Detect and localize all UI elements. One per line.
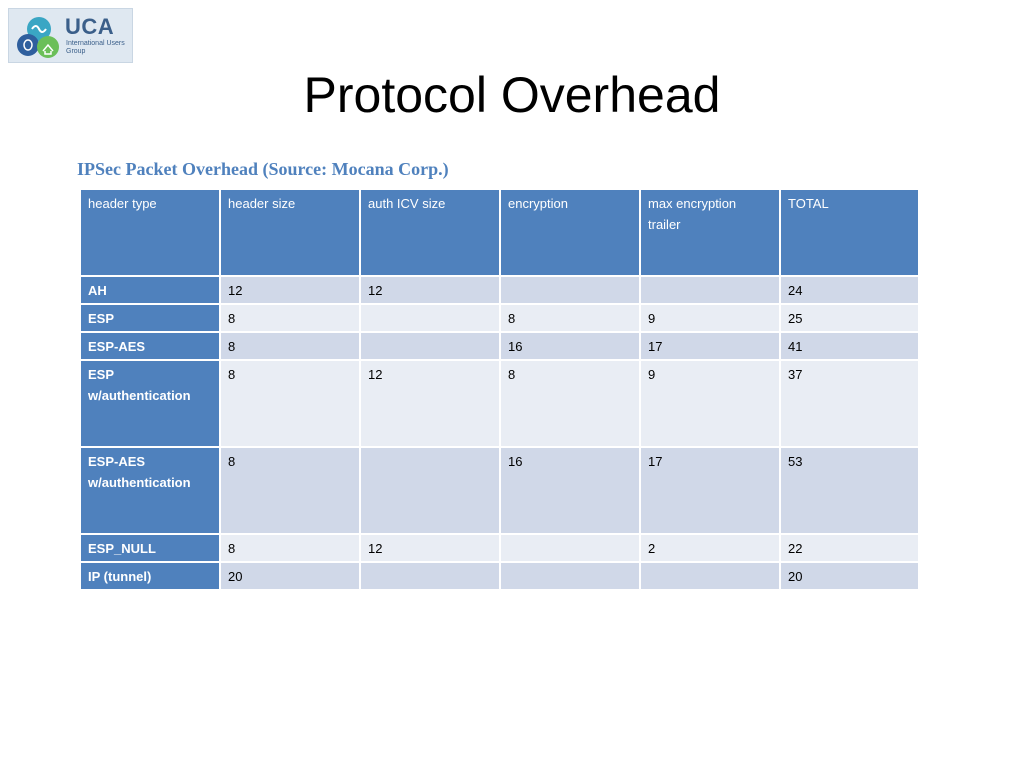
logo-subtitle: International Users Group [66,40,125,55]
column-header: max encryption trailer [640,189,780,276]
table-cell: 17 [640,447,780,534]
table-cell: 12 [220,276,360,304]
column-header: header type [80,189,220,276]
table-cell: 2 [640,534,780,562]
table-cell [640,276,780,304]
table-caption: IPSec Packet Overhead (Source: Mocana Corp.) [77,159,449,179]
row-header: ESP [80,304,220,332]
row-header: AH [80,276,220,304]
table-cell: 9 [640,304,780,332]
column-header: encryption [500,189,640,276]
table-cell: 16 [500,332,640,360]
table-cell: 12 [360,534,500,562]
logo-name: UCA [65,14,115,39]
table-cell: 41 [780,332,919,360]
table-cell: 8 [220,447,360,534]
table-cell: 8 [500,360,640,447]
table-cell: 20 [220,562,360,590]
table-row [80,332,919,360]
row-header: IP (tunnel) [80,562,220,590]
row-header: ESP-AES [80,332,220,360]
table-row [80,534,919,562]
table-cell: 8 [220,332,360,360]
table-cell: 8 [500,304,640,332]
table-header-row [80,189,919,276]
table-cell: 8 [220,360,360,447]
overhead-table [79,188,920,591]
table-cell [640,562,780,590]
table-cell: 12 [360,360,500,447]
table-cell [500,276,640,304]
table-cell: 9 [640,360,780,447]
table-cell: 16 [500,447,640,534]
table-cell: 53 [780,447,919,534]
table-row [80,447,919,534]
uca-logo [8,8,133,63]
table-cell [360,447,500,534]
table-cell: 24 [780,276,919,304]
table-cell: 12 [360,276,500,304]
column-header: header size [220,189,360,276]
table-row [80,562,919,590]
table-row [80,360,919,447]
table-cell: 22 [780,534,919,562]
table-cell: 17 [640,332,780,360]
row-header: ESP_NULL [80,534,220,562]
column-header: TOTAL [780,189,919,276]
table-cell: 8 [220,534,360,562]
table-cell: 8 [220,304,360,332]
table-cell: 25 [780,304,919,332]
table-row [80,304,919,332]
column-header: auth ICV size [360,189,500,276]
table-cell: 20 [780,562,919,590]
table-cell [360,562,500,590]
row-header: ESP-AES w/authentication [80,447,220,534]
table-cell: 37 [780,360,919,447]
table-cell [500,562,640,590]
table-cell [500,534,640,562]
logo-circle-blue [17,34,39,56]
row-header: ESP w/authentication [80,360,220,447]
slide-title: Protocol Overhead [303,67,721,123]
table-cell [360,332,500,360]
table-cell [360,304,500,332]
table-row [80,276,919,304]
